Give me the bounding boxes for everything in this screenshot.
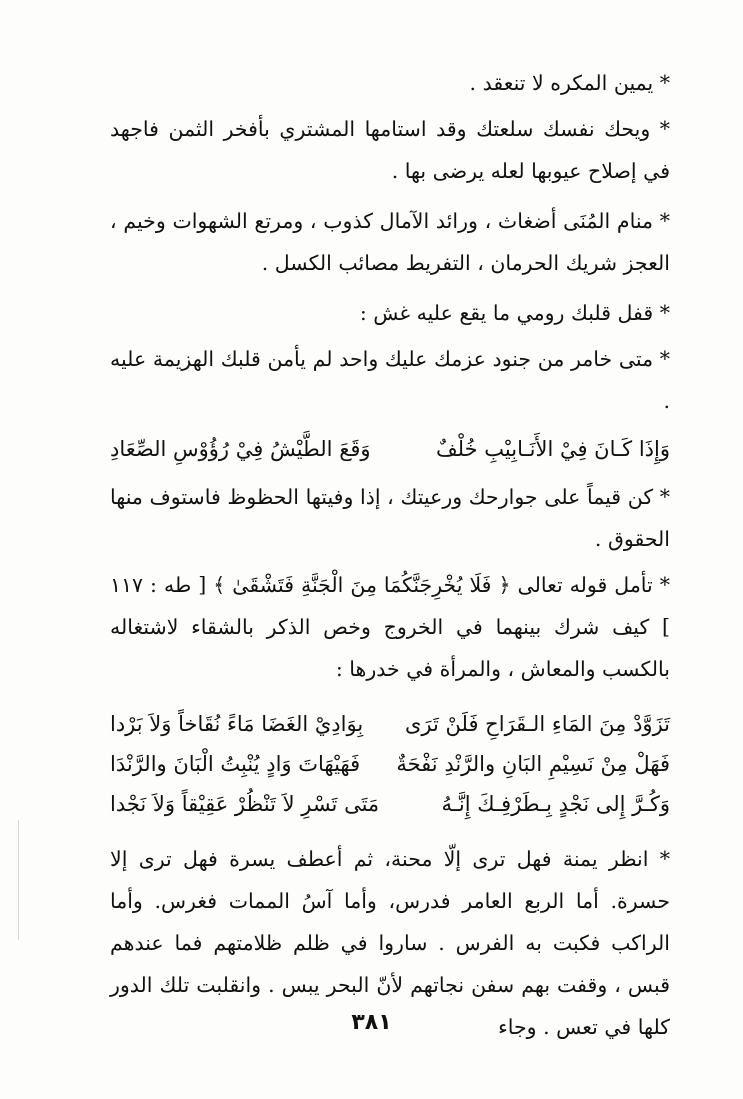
paragraph-8: * انظر يمنة فهل ترى إلّا محنة، ثم أعطف يسرة فهل ترى إلا حسرة. أما الربع العامر فدرس، وأما آسُ الممات فغرس. وأما الراكب فكبت به الفرس . ساروا في ظلم ظلامتهم فما عندهم قبس ، وقفت بهم سفن نجاتهم لأنّ البحر يبس . وانقلبت تلك الدور كلها في تعس . وجاء <box>110 847 670 1039</box>
paragraph-7: * تأمل قوله تعالى ﴿ فَلَا يُخْرِجَنَّكُمَا مِنَ الْجَنَّةِ فَتَشْقَىٰ ﴾ [ طه : ١١٧ ] كيف شرك بينهما في الخروج وخص الذكر بالشقاء لاشتغاله بالكسب والمعاش ، والمرأة في خدرها : <box>110 573 670 681</box>
poem-line-1-right: تَزَوَّدْ مِنَ المَاءِ الـقَرَاحِ فَلَنْ تَرَى <box>404 712 670 736</box>
paragraph-3: * منام المُنَى أضغاث ، ورائد الآمال كذوب ، ومرتع الشهوات وخيم ، العجز شريك الحرمان ، التفريط مصائب الكسل . <box>110 209 670 275</box>
poem-block <box>110 704 670 824</box>
paragraph-6: * كن قيماً على جوارحك ورعيتك ، إذا وفيتها الحظوظ فاستوف منها الحقوق . <box>110 485 670 551</box>
paragraph-5: * متى خامر من جنود عزمك عليك واحد لم يأمن قلبك الهزيمة عليه . <box>110 347 670 413</box>
poem-line-3-left: مَتَى تَسْرِ لاَ تَنْظُرْ عَقِيْقاً وَلاَ نَجْدا <box>110 792 380 816</box>
poem-line-2-right: فَهَلْ مِنْ نَسِيْمِ البَانِ والرَّنْدِ نَفْحَةٌ <box>396 752 670 776</box>
poem-line-1 <box>110 704 670 744</box>
verse-1-right-hemistich: وَإِذَا كَـانَ فِيْ الأَنَـابِيْبِ خُلْفٌ <box>435 437 670 461</box>
poem-line-1-left: بِوَادِيْ الغَضَا مَاءً نُقَاخاً وَلاَ بَرْدا <box>110 712 364 736</box>
poem-line-2 <box>110 744 670 784</box>
margin-line <box>18 820 19 940</box>
poem-line-3 <box>110 784 670 824</box>
poem-line-2-left: فَهَيْهَاتَ وَادٍ يُنْبِتُ الْبَانَ والرَّنْدَا <box>110 752 361 776</box>
page-number: ٣٨١ <box>351 1010 392 1035</box>
verse-1-left-hemistich: وَقَعَ الطَّيْشُ فِيْ رُؤُوْسِ الصِّعَادِ <box>110 437 371 461</box>
poem-line-3-right: وَكُـرَّ إِلى نَجْدٍ بِـطَرْفِـكَ إِنَّـهُ <box>441 792 670 816</box>
page-body <box>110 62 670 1052</box>
paragraph-2: * ويحك نفسك سلعتك وقد استامها المشتري بأفخر الثمن فاجهد في إصلاح عيوبها لعله يرضى بها . <box>110 117 670 183</box>
paragraph-1: * يمين المكره لا تنعقد . <box>469 71 670 95</box>
verse-1 <box>110 428 670 470</box>
paragraph-4: * قفل قلبك رومي ما يقع عليه غش : <box>359 301 670 325</box>
